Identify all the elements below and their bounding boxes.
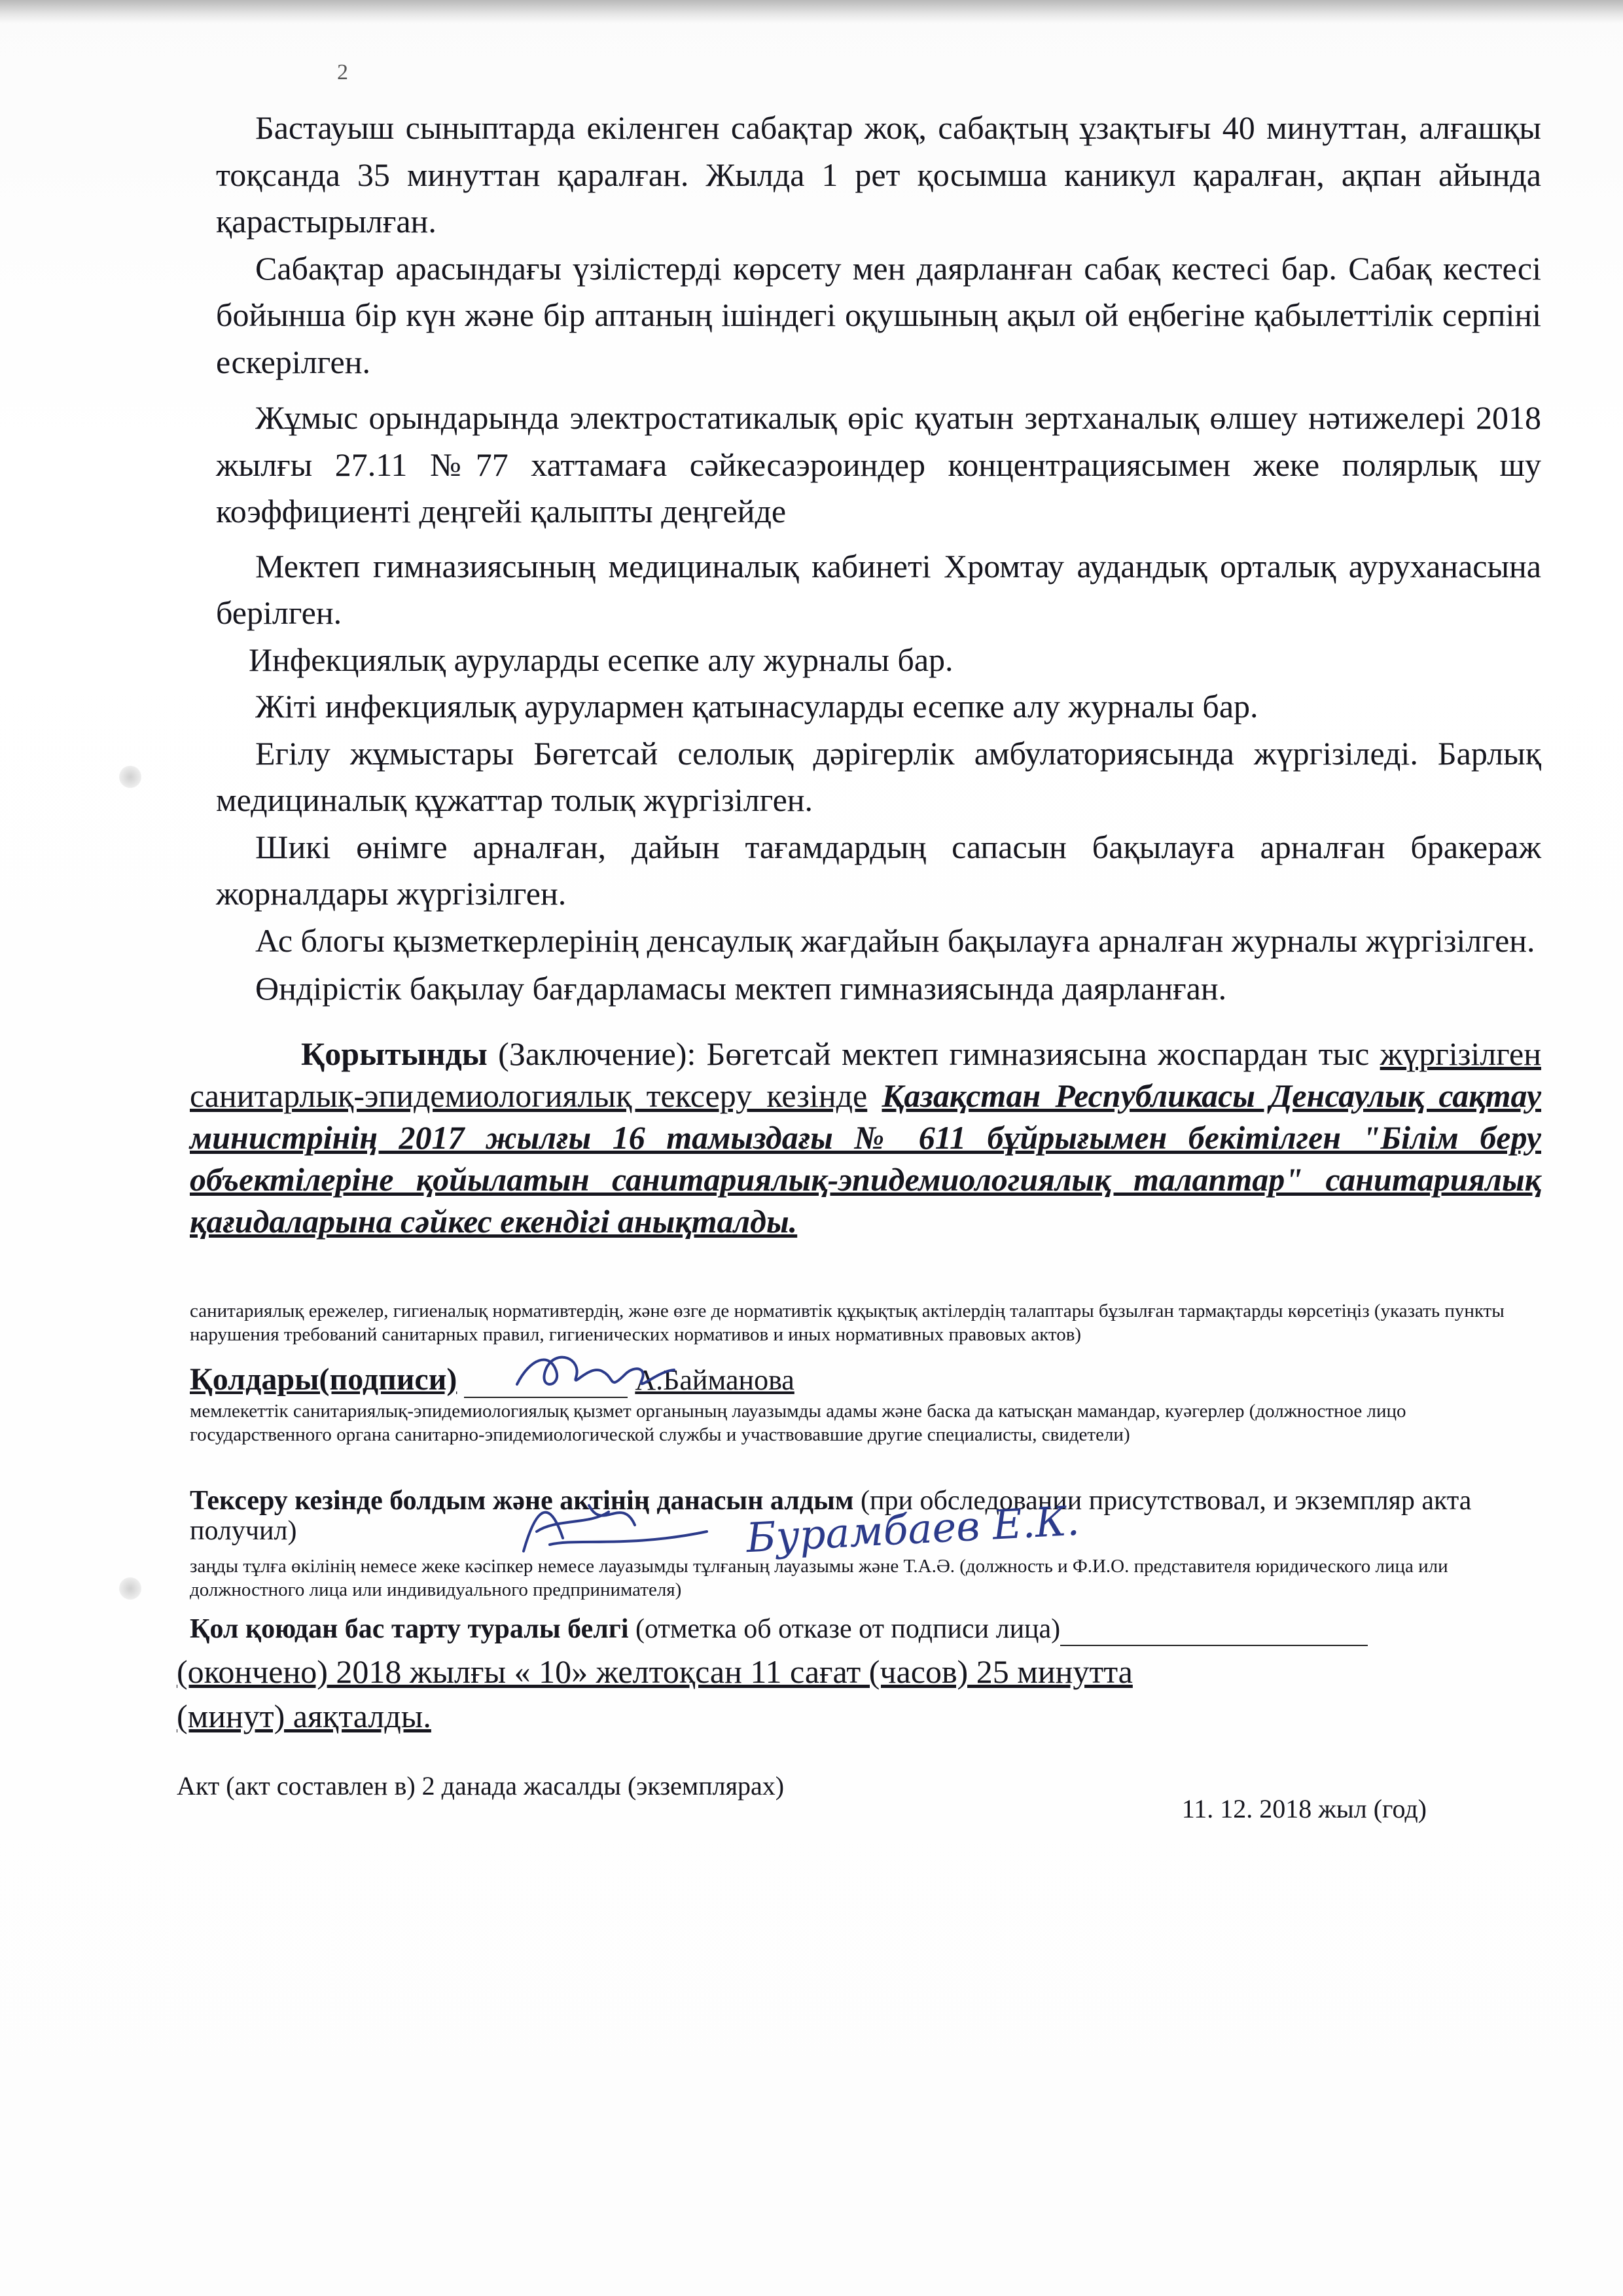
paragraph: Инфекциялық ауруларды есепке алу журналы бар. <box>249 641 954 678</box>
completion-block <box>177 1649 1499 1738</box>
witness-signature-icon <box>510 1492 720 1564</box>
refusal-blank <box>1060 1613 1368 1646</box>
paragraph: Жіті инфекциялық аурулармен қатынасуларды есепке алу журналы бар. <box>255 688 1258 725</box>
conclusion <box>190 1033 1541 1242</box>
body-text <box>216 105 1541 1013</box>
paragraph: Бастауыш сыныптарда екіленген сабақтар жоқ, сабақтың ұзақтығы 40 минуттан, алғашқы тоқсанда 35 минуттан қаралған. Жылда 1 рет қосымша каникул қаралған, ақпан айында қарастырылған. <box>216 109 1541 240</box>
signature-line <box>190 1361 1171 1398</box>
act-date: 11. 12. 2018 жыл (год) <box>1181 1794 1427 1823</box>
completion-line-2: (минут) аяқталды. <box>177 1698 431 1734</box>
refusal-label-ru: (отметка об отказе от подписи лица) <box>635 1614 1061 1644</box>
page-marker: 2 <box>337 60 348 84</box>
signatures-note: мемлекеттік санитариялық-эпидемиологиялық қызмет органының лауазымды адамы және баска да катысқан мамандар, куәгерлер (должностное лицо государственного органа санитарно-эпидемиологической службы и участвовавшие другие специалисты, свидетели) <box>190 1401 1406 1445</box>
conclusion-inspection-text: жүргізілген санитарлық-эпидемиологиялық тексеру кезінде <box>190 1035 1541 1114</box>
conclusion-finding: Қазақстан Республикасы Денсаулық сақтау министрінің 2017 жылғы 16 тамыздағы № 611 бұйрығымен бекітілген "Білім беру объектілеріне қойылатын санитариялық-эпидемиологиялық талаптар" санитариялық қағидаларына сәйкес екендігі анықталды. <box>190 1077 1542 1240</box>
paragraph: Жұмыс орындарында электростатикалық өріс қуатын зертханалық өлшеу нәтижелері 2018 жылғы 27.11 №77 хаттамаға сәйкесаэроиндер концентрациясымен жеке полярлық шу коэффициенті деңгейі қалыпты деңгейде <box>216 399 1541 529</box>
witness-label: Тексеру кезінде болдым және актінің данасын алдым <box>190 1486 854 1516</box>
paragraph: Егілу жұмыстары Бөгетсай селолық дәрігерлік амбулаториясында жүргізіледі. Барлық медициналық құжаттар толық жүргізілген. <box>216 734 1541 818</box>
witness-label-ru: (при обследовании присутствовал, и экземпляр акта получил) <box>190 1486 1472 1546</box>
paragraph: Өндірістік бақылау бағдарламасы мектеп гимназиясында даярланған. <box>255 970 1227 1007</box>
violations-note: санитариялық ережелер, гигиеналық нормативтердің, және өзге де нормативтік құқықтық актілердің талаптары бұзылған тармақтарды көрсетіңіз (указать пункты нарушения требований санитарных правил, гигиенических нормативов и иных нормативных правовых актов) <box>190 1300 1505 1345</box>
refusal-line <box>190 1613 1466 1646</box>
witness-note: заңды тұлға өкілінің немесе жеке кәсіпкер немесе лауазымды тұлғаның лауазымы және Т.А.Ә. (должность и Ф.И.О. представителя юридического лица или должностного лица или индивидуального предпринимателя) <box>190 1556 1448 1600</box>
scan-edge <box>0 0 1623 24</box>
paragraph: Мектеп гимназиясының медициналық кабинеті Хромтау аудандық орталық ауруханасына берілген. <box>216 547 1541 631</box>
completion-line-1: (окончено) 2018 жылғы « 10» желтоқсан 11 сағат (часов) 25 минутта <box>177 1653 1133 1690</box>
act-copies: Акт (акт составлен в) 2 данада жасалды (экземплярах) <box>177 1771 785 1801</box>
inspector-name: А.Байманова <box>635 1364 794 1396</box>
signatures-label: Қолдары(подписи) <box>190 1362 457 1397</box>
paragraph: Ас блогы қызметкерлерінің денсаулық жағдайын бақылауға арналған журналы жүргізілген. <box>255 922 1535 959</box>
act-line <box>177 1770 1518 1823</box>
refusal-label: Қол қоюдан бас тарту туралы белгі <box>190 1614 629 1644</box>
punch-hole <box>119 766 141 788</box>
paragraph: Шикі өнімге арналған, дайын тағамдардың сапасын бақылауға арналған бракераж жорналдары жүргізілген. <box>216 828 1541 912</box>
punch-hole <box>119 1577 141 1600</box>
conclusion-label-ru: (Заключение): <box>487 1035 696 1072</box>
conclusion-text: Бөгетсай мектеп гимназиясына жоспардан тыс <box>696 1035 1370 1072</box>
inspector-signature-icon <box>510 1345 681 1404</box>
witness-handwritten-name: Бурамбаев Е.К. <box>745 1496 1081 1562</box>
conclusion-label: Қорытынды <box>301 1035 488 1072</box>
paragraph: Сабақтар арасындағы үзілістерді көрсету мен даярланған сабақ кестесі бар. Сабақ кестесі бойынша бір күн және бір аптаның ішіндегі оқушының ақыл ой еңбегіне қабылеттілік серпіні ескерілген. <box>216 249 1541 380</box>
